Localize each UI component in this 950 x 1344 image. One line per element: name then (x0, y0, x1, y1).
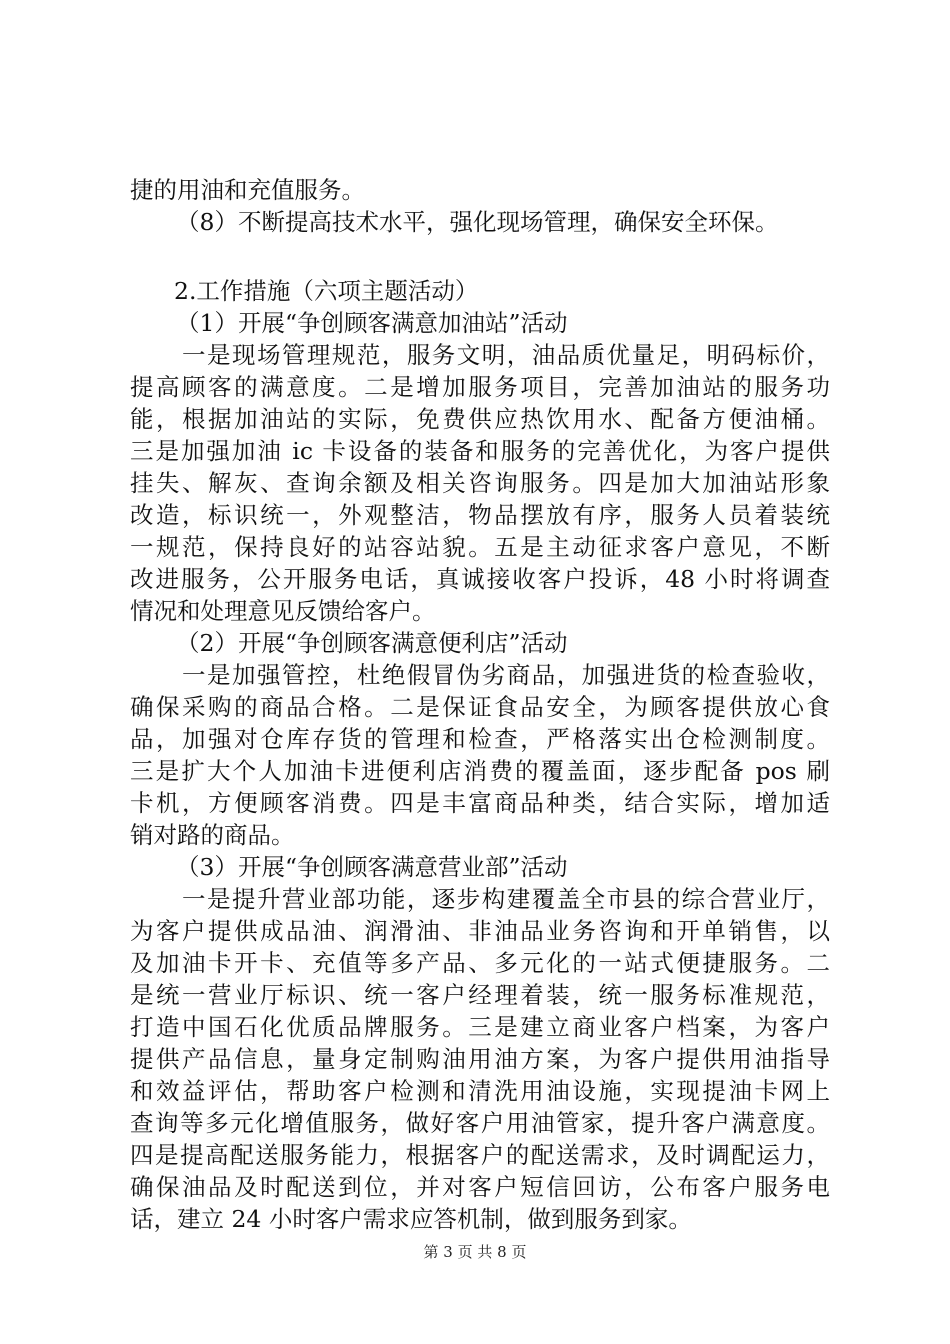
document-body (130, 174, 830, 1235)
body-line: 品，加强对仓库存货的管理和检查，严格落实出仓检测制度。 (130, 725, 830, 753)
body-line: 改进服务，公开服务电话，真诚接收客户投诉，48 小时将调查 (130, 565, 830, 593)
body-line: 确保采购的商品合格。二是保证食品安全，为顾客提供放心食 (130, 693, 830, 721)
body-line: 三是加强加油 ic 卡设备的装备和服务的完善优化，为客户提供 (130, 437, 830, 465)
activity-heading-1: （1）开展“争创顾客满意加油站”活动 (176, 309, 568, 337)
body-line: 四是提高配送服务能力，根据客户的配送需求，及时调配运力， (130, 1141, 830, 1169)
body-line: 三是扩大个人加油卡进便利店消费的覆盖面，逐步配备 pos 刷 (130, 757, 830, 785)
activity-heading-3: （3）开展“争创顾客满意营业部”活动 (176, 853, 568, 881)
body-line: 销对路的商品。 (130, 821, 295, 849)
body-line: 一规范，保持良好的站容站貌。五是主动征求客户意见，不断 (130, 533, 830, 561)
body-line: 情况和处理意见反馈给客户。 (130, 597, 436, 625)
body-line: 挂失、解灰、查询余额及相关咨询服务。四是加大加油站形象 (130, 469, 830, 497)
body-line: 和效益评估，帮助客户检测和清洗用油设施，实现提油卡网上 (130, 1077, 830, 1105)
body-line: 是统一营业厅标识、统一客户经理着装，统一服务标准规范， (130, 981, 830, 1009)
body-line: 一是现场管理规范，服务文明，油品质优量足，明码标价， (182, 341, 830, 369)
body-line: （8）不断提高技术水平，强化现场管理，确保安全环保。 (176, 208, 779, 236)
body-line: 确保油品及时配送到位，并对客户短信回访，公布客户服务电 (130, 1173, 830, 1201)
body-line: 卡机，方便顾客消费。四是丰富商品种类，结合实际，增加适 (130, 789, 830, 817)
body-line: 为客户提供成品油、润滑油、非油品业务咨询和开单销售，以 (130, 917, 830, 945)
body-line: 提供产品信息，量身定制购油用油方案，为客户提供用油指导 (130, 1045, 830, 1073)
body-line: 改造，标识统一，外观整洁，物品摆放有序，服务人员着装统 (130, 501, 830, 529)
body-line: 一是提升营业部功能，逐步构建覆盖全市县的综合营业厅， (182, 885, 830, 913)
paragraph-gap (130, 238, 830, 275)
body-line: 提高顾客的满意度。二是增加服务项目，完善加油站的服务功 (130, 373, 830, 401)
body-line: 打造中国石化优质品牌服务。三是建立商业客户档案，为客户 (130, 1013, 830, 1041)
page-number-label: 第 3 页 共 8 页 (423, 1243, 527, 1261)
body-line: 及加油卡开卡、充值等多产品、多元化的一站式便捷服务。二 (130, 949, 830, 977)
body-line: 能，根据加油站的实际，免费供应热饮用水、配备方便油桶。 (130, 405, 830, 433)
body-line: 查询等多元化增值服务，做好客户用油管家，提升客户满意度。 (130, 1109, 830, 1137)
body-line: 捷的用油和充值服务。 (130, 176, 365, 204)
page-footer (0, 1242, 950, 1262)
body-line: 一是加强管控，杜绝假冒伪劣商品，加强进货的检查验收， (182, 661, 830, 689)
body-line: 话，建立 24 小时客户需求应答机制，做到服务到家。 (130, 1205, 692, 1233)
activity-heading-2: （2）开展“争创顾客满意便利店”活动 (176, 629, 568, 657)
section-heading: 2.工作措施（六项主题活动） (174, 277, 479, 305)
